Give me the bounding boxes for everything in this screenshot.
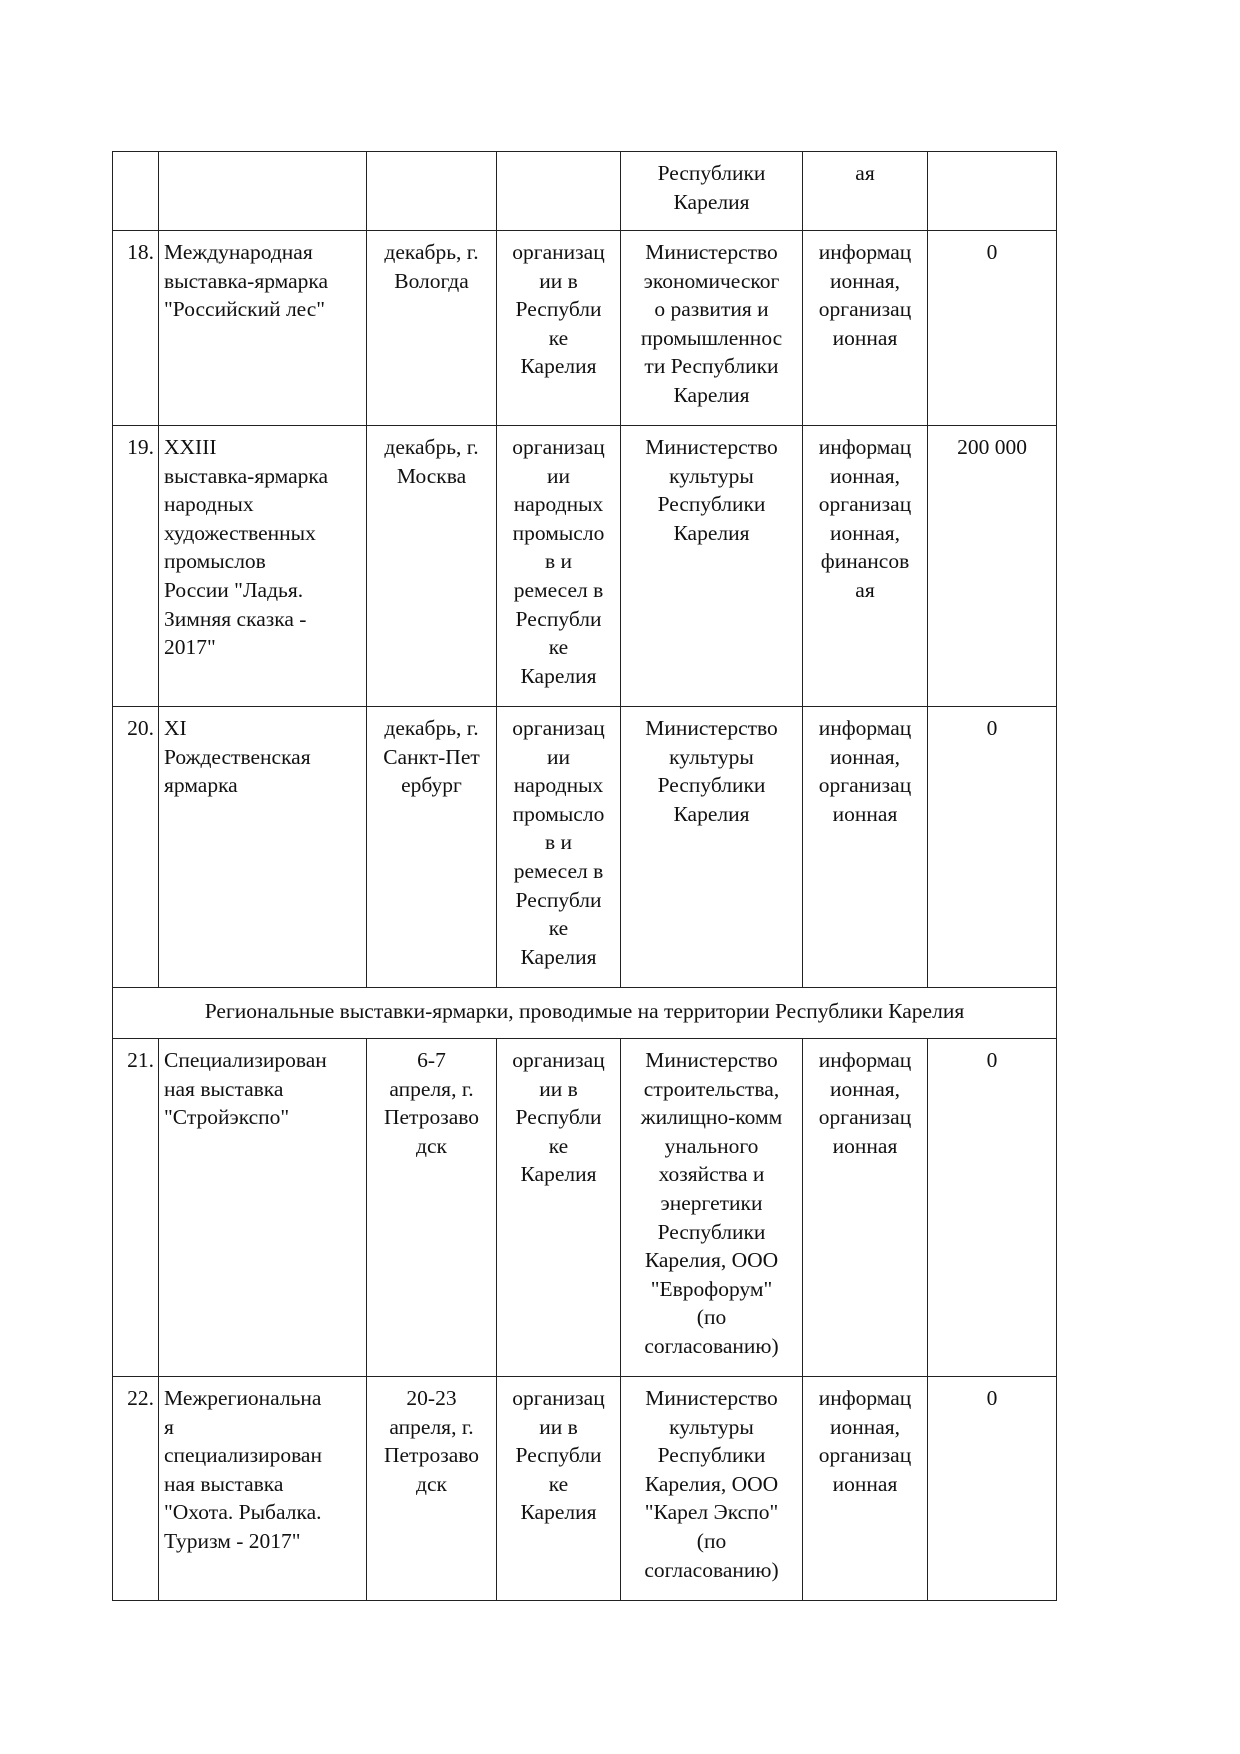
events-table [112,151,1057,1601]
table-row [113,707,1057,988]
section-header: Региональные выставки-ярмарки, проводимые на территории Республики Карелия [113,988,1057,1039]
cell-funding: 0 [928,231,1057,426]
cell-organizer: Министерство культуры Республики Карелия [621,707,803,988]
cell-funding: 0 [928,1377,1057,1601]
cell-num [113,152,159,231]
cell-participants: организац ии в Республи ке Карелия [497,1377,621,1601]
cell-date-place: декабрь, г. Санкт-Пет ербург [367,707,497,988]
section-header-row [113,988,1057,1039]
cell-funding: 0 [928,1039,1057,1377]
cell-date-place [367,152,497,231]
cell-funding: 0 [928,707,1057,988]
cell-participants: организац ии народных промысло в и ремесел в Республи ке Карелия [497,426,621,707]
cell-name: Межрегиональна я специализирован ная выставка "Охота. Рыбалка. Туризм - 2017" [159,1377,367,1601]
table-row [113,152,1057,231]
cell-support: информац ионная, организац ионная [803,1377,928,1601]
cell-participants: организац ии народных промысло в и ремесел в Республи ке Карелия [497,707,621,988]
cell-num: 19. [113,426,159,707]
table-row [113,426,1057,707]
cell-funding: 200 000 [928,426,1057,707]
cell-support: ая [803,152,928,231]
table-row [113,1377,1057,1601]
cell-num: 20. [113,707,159,988]
cell-date-place: 20-23 апреля, г. Петрозаво дск [367,1377,497,1601]
cell-date-place: 6-7 апреля, г. Петрозаво дск [367,1039,497,1377]
cell-support: информац ионная, организац ионная [803,707,928,988]
cell-support: информац ионная, организац ионная [803,1039,928,1377]
cell-name [159,152,367,231]
cell-participants [497,152,621,231]
cell-funding [928,152,1057,231]
cell-name: XXIII выставка-ярмарка народных художественных промыслов России "Ладья. Зимняя сказка - 2017" [159,426,367,707]
cell-organizer: Министерство строительства, жилищно-комм унального хозяйства и энергетики Республики Карелия, ООО "Еврофорум" (по согласованию) [621,1039,803,1377]
cell-organizer: Министерство экономическог о развития и промышленнос ти Республики Карелия [621,231,803,426]
cell-support: информац ионная, организац ионная [803,231,928,426]
cell-participants: организац ии в Республи ке Карелия [497,231,621,426]
table-row [113,231,1057,426]
cell-date-place: декабрь, г. Вологда [367,231,497,426]
cell-num: 21. [113,1039,159,1377]
cell-num: 22. [113,1377,159,1601]
cell-date-place: декабрь, г. Москва [367,426,497,707]
cell-support: информац ионная, организац ионная, финансов ая [803,426,928,707]
cell-name: Специализирован ная выставка "Стройэкспо" [159,1039,367,1377]
cell-name: XI Рождественская ярмарка [159,707,367,988]
cell-organizer: Министерство культуры Республики Карелия, ООО "Карел Экспо" (по согласованию) [621,1377,803,1601]
table-row [113,1039,1057,1377]
cell-organizer: Министерство культуры Республики Карелия [621,426,803,707]
cell-organizer: Республики Карелия [621,152,803,231]
cell-participants: организац ии в Республи ке Карелия [497,1039,621,1377]
cell-name: Международная выставка-ярмарка "Российский лес" [159,231,367,426]
cell-num: 18. [113,231,159,426]
